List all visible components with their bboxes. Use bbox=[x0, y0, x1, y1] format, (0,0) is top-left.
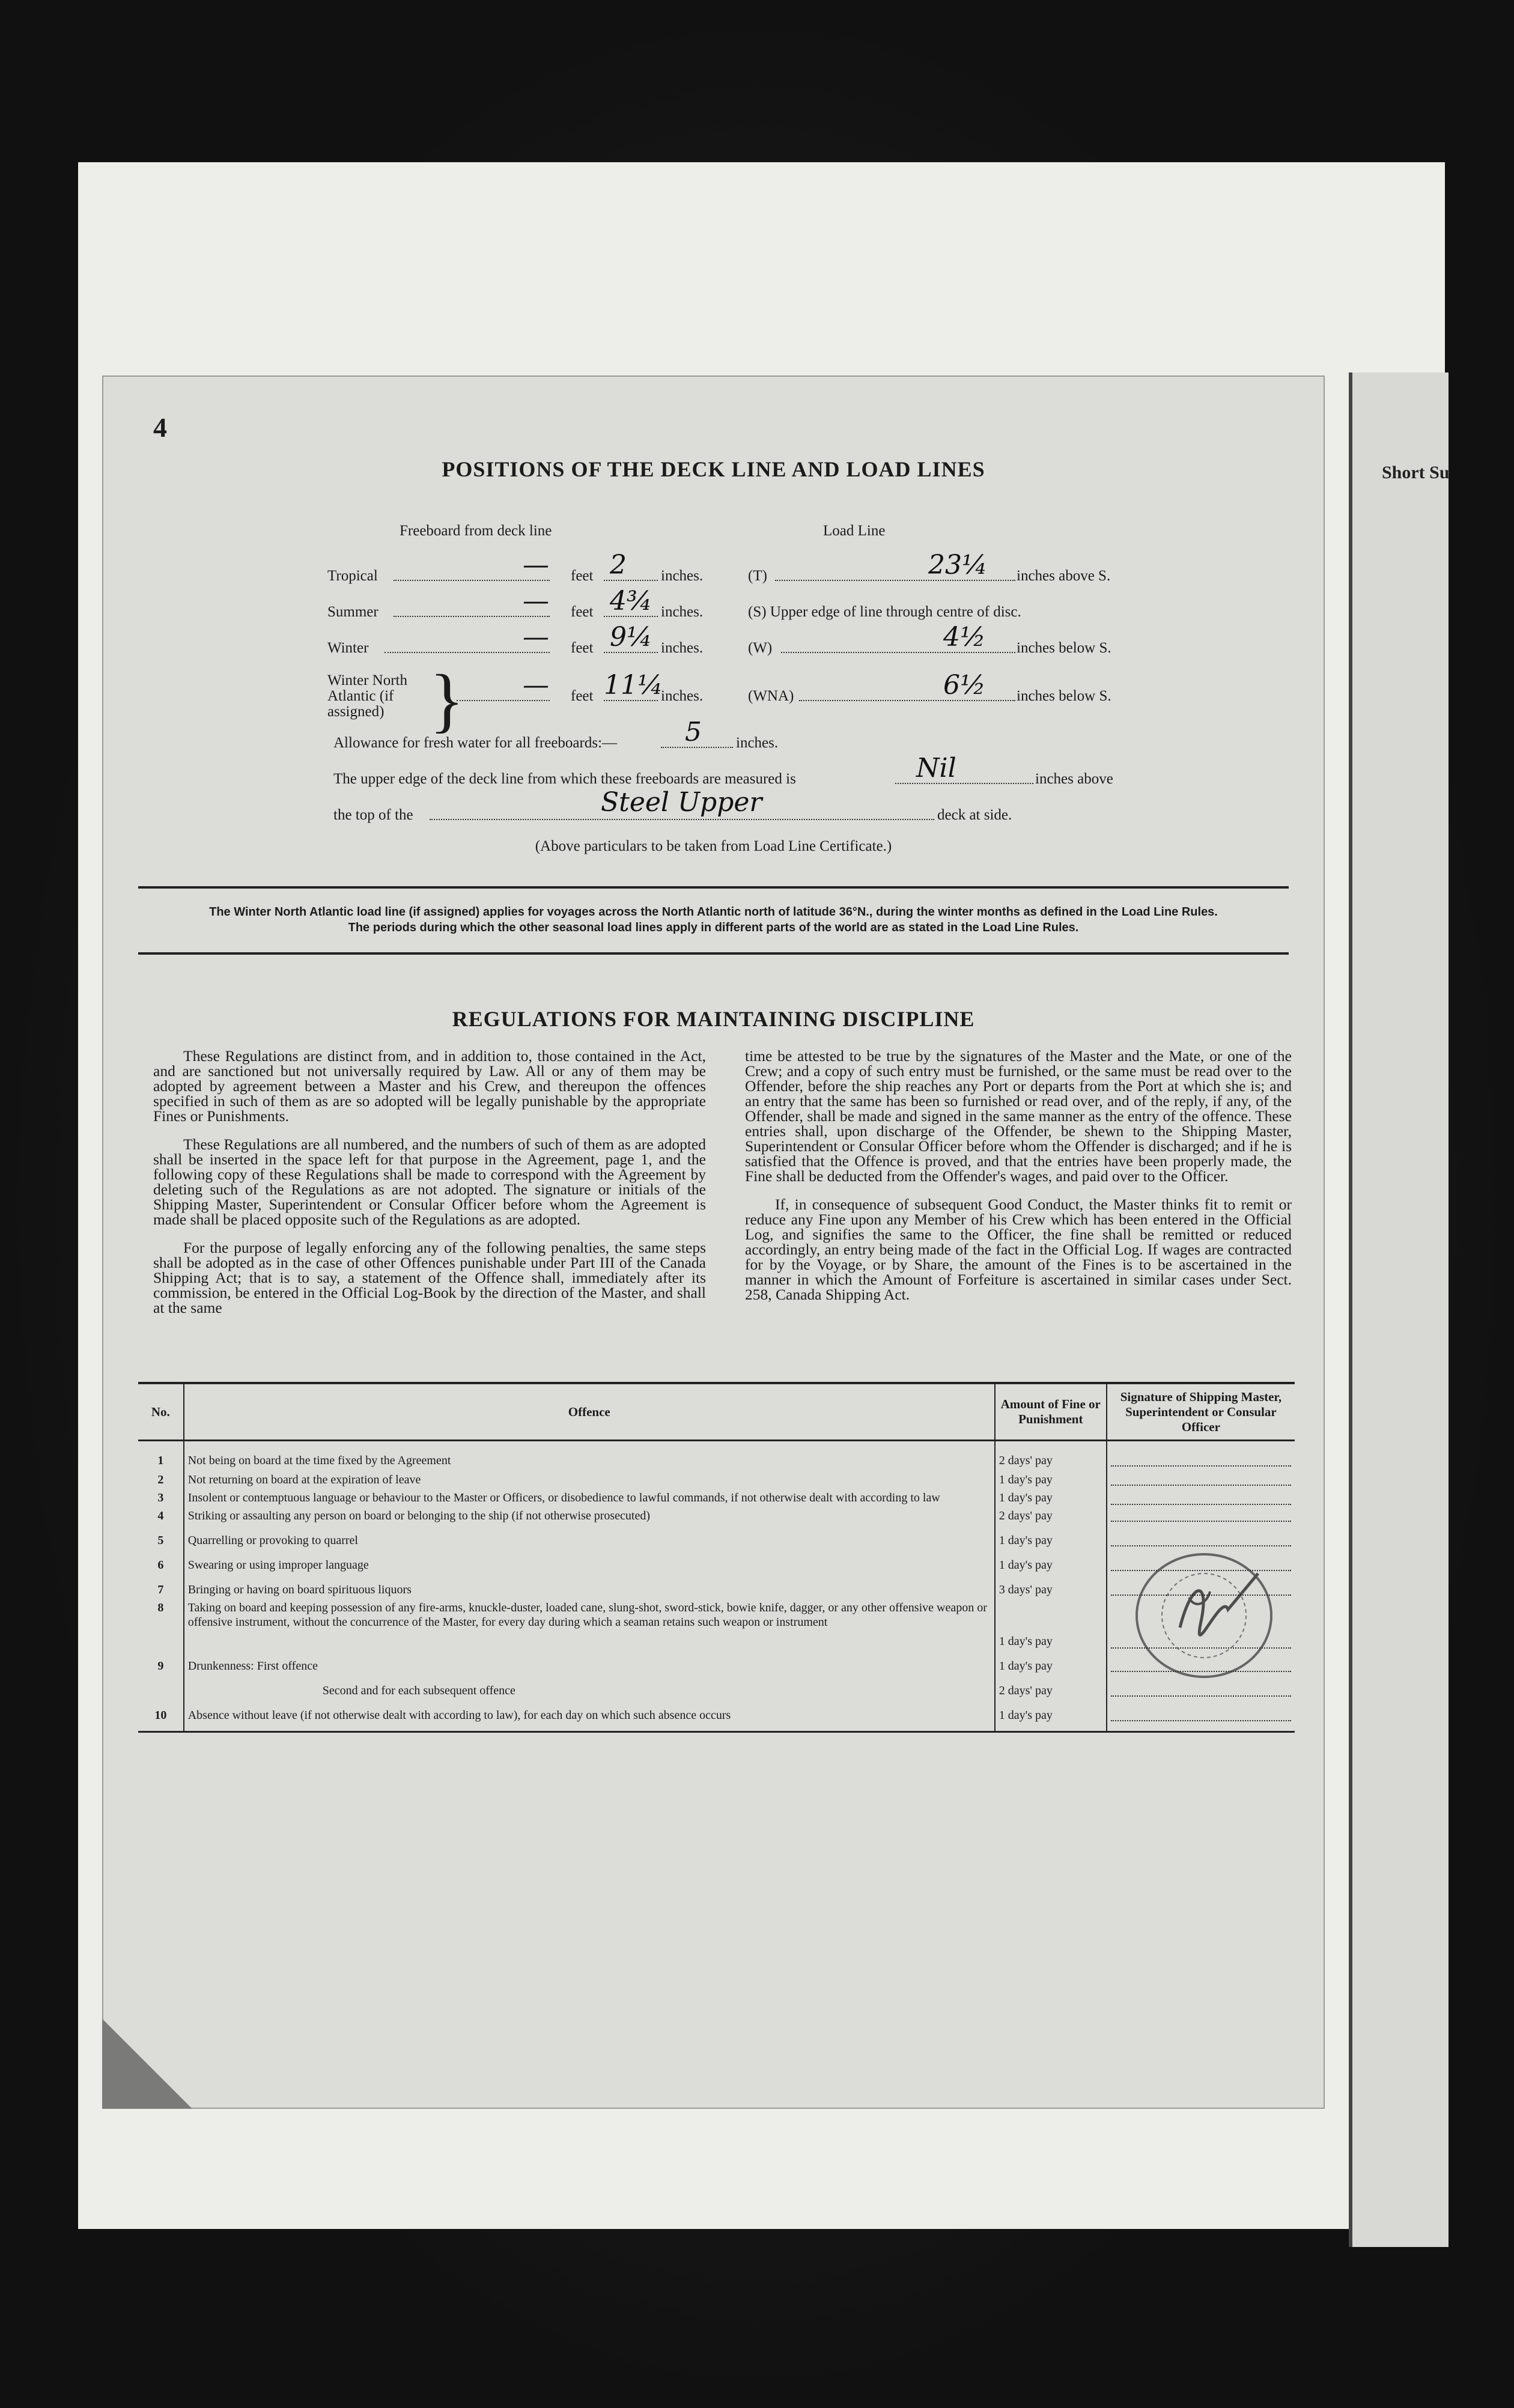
row-no: 5 bbox=[138, 1525, 184, 1549]
signature-cell[interactable] bbox=[1107, 1507, 1295, 1525]
row-offence: Taking on board and keeping possession of any fire-arms, knuckle-duster, loaded cane, slung-shot, sword-stick, bowie knife, dagger, or any other offensive weapon or offensive instrument, without the concurrence of the Master, for every day during which a seaman retains such weapon or instrument bbox=[184, 1599, 995, 1650]
hw-feet-summer: — bbox=[523, 586, 549, 616]
row-fine: 2 days' pay bbox=[995, 1675, 1107, 1700]
inches-label: inches. bbox=[661, 568, 704, 584]
feet-label: feet bbox=[571, 568, 594, 584]
table-row bbox=[138, 1599, 1295, 1650]
table-row bbox=[138, 1650, 1295, 1675]
signature-cell[interactable] bbox=[1107, 1489, 1295, 1507]
row-offence: Bringing or having on board spirituous liquors bbox=[184, 1574, 995, 1599]
row-no: 6 bbox=[138, 1549, 184, 1574]
inches-label: inches. bbox=[661, 640, 704, 656]
document-page bbox=[102, 375, 1325, 2109]
row-no: 7 bbox=[138, 1574, 184, 1599]
row-label-tropical: Tropical bbox=[327, 568, 378, 584]
row-offence: Not being on board at the time fixed by the Agreement bbox=[184, 1441, 995, 1471]
notice-line-1: The Winter North Atlantic load line (if assigned) applies for voyages across the North Atlantic north of latitude 36°N., during the winter months as defined in the Load Line Rules. bbox=[209, 905, 1218, 919]
row-offence: Drunkenness: First offence bbox=[184, 1650, 995, 1675]
code-wna: (WNA) bbox=[748, 688, 794, 704]
row-label-summer: Summer bbox=[327, 604, 378, 620]
header-no: No. bbox=[138, 1383, 184, 1441]
hw-feet-tropical: — bbox=[523, 550, 549, 580]
paragraph: If, in consequence of subsequent Good Conduct, the Master thinks fit to remit or reduce any Fine upon any Member of his Crew which has been entered in the Official Log, and signifies the same to the Officer, the fine shall be remitted or reduced accordingly, an entry being made of the fact in the Official Log. If wages are contracted for by the Voyage, or by Share, the amount of the Fines is to be ascertained in the manner in which the Amount of Forfeiture is ascertained in similar cases under Sect. 258, Canada Shipping Act. bbox=[745, 1196, 1292, 1303]
hw-inches-wna: 11¼ bbox=[604, 670, 663, 701]
page-number: 4 bbox=[153, 412, 167, 443]
paragraph: time be attested to be true by the signatures of the Master and the Mate, or one of the Crew; and a copy of such entry must be furnished, or the same must be read over to the Offender, before the ship reaches any Port or departs from the Port at which she is; and an entry that the same has been so furnished or read over, and of the reply, if any, of the Offender, shall be made and signed in the same manner as the entry of the offence. These entries shall, upon discharge of the Offender, be shewn to the Shipping Master, Superintendent or Consular Officer before whom the Offender is discharged; and if he is satisfied that the Offence is proved, and that the entries have been properly made, the Fine shall be deducted from the Offender's wages, and paid over to the Officer. bbox=[745, 1047, 1292, 1185]
header-signature: Signature of Shipping Master, Superintendent or Consular Officer bbox=[1107, 1383, 1295, 1441]
table-row bbox=[138, 1675, 1295, 1700]
adjacent-page-edge-text: Short Su bbox=[1382, 463, 1450, 482]
load-line-note: (Above particulars to be taken from Load Line Certificate.) bbox=[535, 838, 892, 854]
offences-table bbox=[138, 1382, 1295, 1733]
table-row bbox=[138, 1525, 1295, 1549]
table-row bbox=[138, 1574, 1295, 1599]
feet-label: feet bbox=[571, 640, 594, 656]
hw-top-of: Steel Upper bbox=[601, 787, 762, 818]
row-offence: Quarrelling or provoking to quarrel bbox=[184, 1525, 995, 1549]
suffix-winter: inches below S. bbox=[1017, 640, 1111, 656]
code-summer: (S) Upper edge of line through centre of disc. bbox=[748, 604, 1021, 620]
folded-corner bbox=[102, 2019, 192, 2109]
row-offence: Insolent or contemptuous language or behaviour to the Master or Officers, or disobedience to lawful commands, if not otherwise dealt with according to law bbox=[184, 1489, 995, 1507]
signature-cell[interactable] bbox=[1107, 1700, 1295, 1732]
dotted-leader bbox=[430, 819, 934, 820]
load-line-notice bbox=[138, 904, 1289, 935]
paragraph: These Regulations are all numbered, and the numbers of such of them as are adopted shall be inserted in the space left for that purpose in the Agreement, page 1, and the following copy of these Regulations shall be made to correspond with the Agreement by deleting such of the Regulations as are not adopted. The signature or initials of the Shipping Master, Superintendent or Consular Officer before whom the Agreement is made shall be placed opposite such of the Regulations as are adopted. bbox=[153, 1136, 706, 1228]
hw-upper-edge: Nil bbox=[916, 753, 956, 783]
divider bbox=[138, 886, 1289, 889]
feet-label: feet bbox=[571, 604, 594, 620]
adjacent-page bbox=[1349, 372, 1449, 2247]
row-fine: 3 days' pay bbox=[995, 1574, 1107, 1599]
hw-inches-winter: 9¼ bbox=[610, 622, 652, 652]
row-offence: Swearing or using improper language bbox=[184, 1549, 995, 1574]
row-no: 2 bbox=[138, 1471, 184, 1489]
upper-edge-label: The upper edge of the deck line from which these freeboards are measured is bbox=[333, 771, 796, 787]
brace: } bbox=[430, 660, 464, 740]
row-fine: 1 day's pay bbox=[995, 1700, 1107, 1732]
suffix-tropical: inches above S. bbox=[1017, 568, 1111, 584]
hw-feet-wna: — bbox=[523, 670, 549, 701]
regulations-left-column bbox=[153, 1048, 706, 1328]
header-fine: Amount of Fine or Punishment bbox=[995, 1383, 1107, 1441]
hw-inches-tropical: 2 bbox=[610, 550, 627, 580]
row-offence: Striking or assaulting any person on board or belonging to the ship (if not otherwise prosecuted) bbox=[184, 1507, 995, 1525]
table-row bbox=[138, 1700, 1295, 1732]
table-row bbox=[138, 1549, 1295, 1574]
row-no bbox=[138, 1675, 184, 1700]
row-fine: 1 day's pay bbox=[995, 1525, 1107, 1549]
signature-cell[interactable] bbox=[1107, 1471, 1295, 1489]
freeboard-header: Freeboard from deck line bbox=[400, 523, 552, 539]
row-no: 9 bbox=[138, 1650, 184, 1675]
row-no: 3 bbox=[138, 1489, 184, 1507]
table-header-row bbox=[138, 1383, 1295, 1441]
regulations-right-column bbox=[745, 1048, 1292, 1315]
table-row bbox=[138, 1471, 1295, 1489]
row-no: 10 bbox=[138, 1700, 184, 1732]
top-of-label: the top of the bbox=[333, 807, 413, 823]
table-row bbox=[138, 1507, 1295, 1525]
code-tropical: (T) bbox=[748, 568, 767, 584]
signature-cell[interactable] bbox=[1107, 1441, 1295, 1471]
row-fine: 2 days' pay bbox=[995, 1507, 1107, 1525]
signature-scribble-icon bbox=[1138, 1555, 1270, 1676]
inches-label: inches. bbox=[661, 604, 704, 620]
row-fine: 1 day's pay bbox=[995, 1650, 1107, 1675]
paragraph: For the purpose of legally enforcing any of the following penalties, the same steps shall be adopted as in the case of other Offences punishable under Part III of the Canada Shipping Act; that is to say, a statement of the Offence shall, immediately after its commission, be entered in the Official Log-Book by the direction of the Master, and shall at the same bbox=[153, 1239, 706, 1316]
row-no: 4 bbox=[138, 1507, 184, 1525]
discipline-title: REGULATIONS FOR MAINTAINING DISCIPLINE bbox=[452, 1007, 975, 1031]
header-offence: Offence bbox=[184, 1383, 995, 1441]
row-offence: Absence without leave (if not otherwise dealt with according to law), for each day on which such absence occurs bbox=[184, 1700, 995, 1732]
top-of-suffix: deck at side. bbox=[937, 807, 1012, 823]
hw-value-tropical: 23¼ bbox=[928, 550, 988, 580]
fresh-water-label: Allowance for fresh water for all freeboards:— bbox=[333, 735, 618, 751]
notice-line-2: The periods during which the other seasonal load lines apply in different parts of the world are as stated in the Load Line Rules. bbox=[348, 921, 1079, 934]
paragraph: These Regulations are distinct from, and in addition to, those contained in the Act, and are sanctioned but not universally required by Law. All or any of them may be adopted by agreement between a Master and his Crew, and thereupon the offences specified in such of them as are so adopted will be legally punishable by the appropriate Fines or Punishments. bbox=[153, 1047, 706, 1125]
row-fine: 1 day's pay bbox=[995, 1471, 1107, 1489]
row-no: 8 bbox=[138, 1599, 184, 1650]
signature-cell[interactable] bbox=[1107, 1675, 1295, 1700]
signature-cell[interactable] bbox=[1107, 1525, 1295, 1549]
divider bbox=[138, 952, 1289, 955]
row-label-winter: Winter bbox=[327, 640, 369, 656]
hw-value-winter: 4½ bbox=[943, 622, 986, 652]
row-offence: Second and for each subsequent offence bbox=[184, 1675, 995, 1700]
hw-value-wna: 6½ bbox=[943, 670, 986, 701]
loadline-header: Load Line bbox=[823, 523, 886, 539]
row-offence: Not returning on board at the expiration of leave bbox=[184, 1471, 995, 1489]
code-winter: (W) bbox=[748, 640, 773, 656]
hw-fresh-water: 5 bbox=[685, 717, 702, 747]
fresh-water-unit: inches. bbox=[736, 735, 779, 751]
row-fine: 2 days' pay bbox=[995, 1441, 1107, 1471]
suffix-wna: inches below S. bbox=[1017, 688, 1111, 704]
inches-label: inches. bbox=[661, 688, 704, 704]
hw-inches-summer: 4¾ bbox=[610, 586, 652, 616]
hw-feet-winter: — bbox=[523, 622, 549, 652]
feet-label: feet bbox=[571, 688, 594, 704]
row-label-wna: Winter North Atlantic (if assigned) bbox=[327, 672, 407, 720]
official-stamp-seal bbox=[1136, 1553, 1272, 1678]
load-lines-title: POSITIONS OF THE DECK LINE AND LOAD LINES bbox=[442, 457, 985, 481]
row-fine: 1 day's pay bbox=[995, 1549, 1107, 1574]
table-row bbox=[138, 1441, 1295, 1471]
table-row bbox=[138, 1489, 1295, 1507]
row-no: 1 bbox=[138, 1441, 184, 1471]
row-fine: 1 day's pay bbox=[995, 1599, 1107, 1650]
row-fine: 1 day's pay bbox=[995, 1489, 1107, 1507]
upper-edge-suffix: inches above bbox=[1035, 771, 1113, 787]
